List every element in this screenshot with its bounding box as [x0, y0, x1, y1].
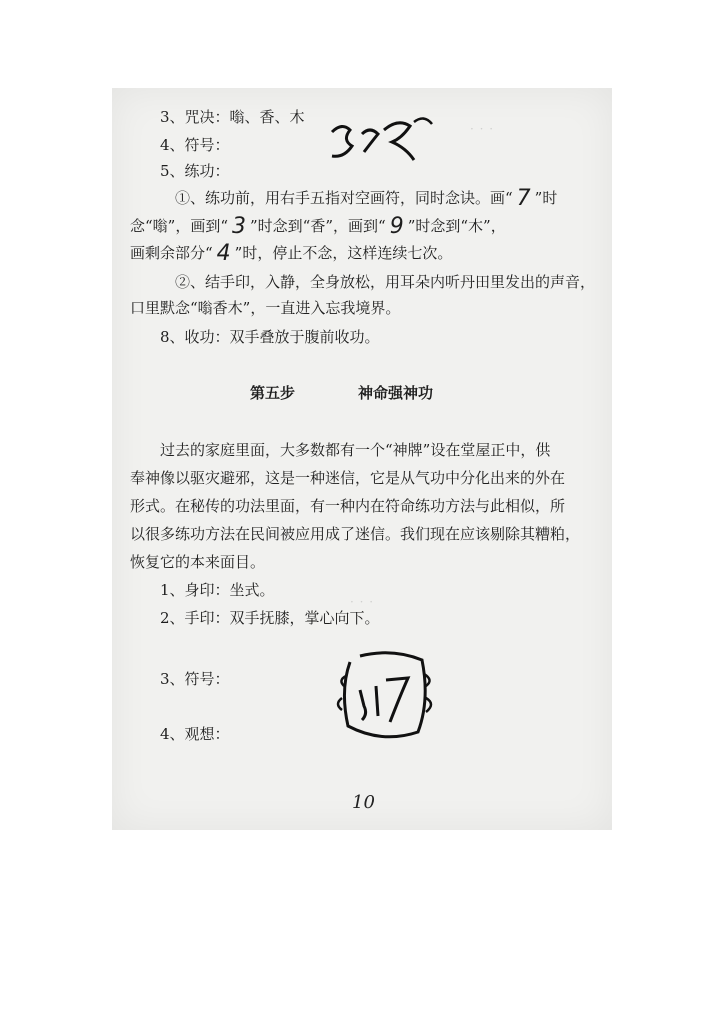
text-line: 8、收功：双手叠放于腹前收功。 [160, 328, 380, 346]
symbol-line: 4、符号： [160, 136, 230, 154]
method-item: 3、符号： [160, 670, 230, 688]
paragraph-line: 以很多练功方法在民间被应用成了迷信。我们现在应该剔除其糟粕， [130, 525, 581, 543]
handwritten-digit: 7 [516, 186, 531, 211]
method-item: 4、观想： [160, 725, 230, 743]
bleed-through-text: · · · [470, 122, 495, 136]
text-line: 画剩余部分“ 4 ”时，停止不念，这样连续七次。 [130, 241, 453, 266]
page-number: 10 [352, 792, 375, 813]
handwritten-digit: 3 [232, 214, 247, 239]
handwritten-digit: 4 [216, 241, 231, 266]
mantra-line: 3、咒决：嗡、香、木 [160, 108, 305, 126]
handwritten-symbol-1 [322, 112, 442, 172]
handwritten-digit: 9 [389, 214, 404, 239]
practice-line: 5、练功： [160, 162, 230, 180]
text-line: ①、练功前，用右手五指对空画符，同时念诀。画“ 7 ”时 [175, 186, 558, 211]
paragraph-line: 形式。在秘传的功法里面，有一种内在符命练功方法与此相似，所 [130, 497, 566, 515]
section-title: 神命强神功 [358, 384, 434, 402]
bleed-through-text: · · · [350, 595, 375, 609]
text-line: 口里默念“嗡香木”，一直进入忘我境界。 [130, 299, 401, 317]
text-line: ②、结手印，入静，全身放松，用耳朵内听丹田里发出的声音， [175, 273, 596, 291]
method-item: 2、手印：双手抚膝，掌心向下。 [160, 609, 380, 627]
handwritten-symbol-2 [332, 640, 442, 750]
step-label: 第五步 [250, 384, 296, 402]
method-item: 1、身印：坐式。 [160, 581, 275, 599]
text-line: 念“嗡”，画到“ 3 ”时念到“香”，画到“ 9 ”时念到“木”， [130, 214, 506, 239]
paragraph-line: 奉神像以驱灾避邪，这是一种迷信，它是从气功中分化出来的外在 [130, 469, 566, 487]
paragraph-line: 过去的家庭里面，大多数都有一个“神牌”设在堂屋正中，供 [160, 441, 551, 459]
paragraph-line: 恢复它的本来面目。 [130, 553, 266, 571]
